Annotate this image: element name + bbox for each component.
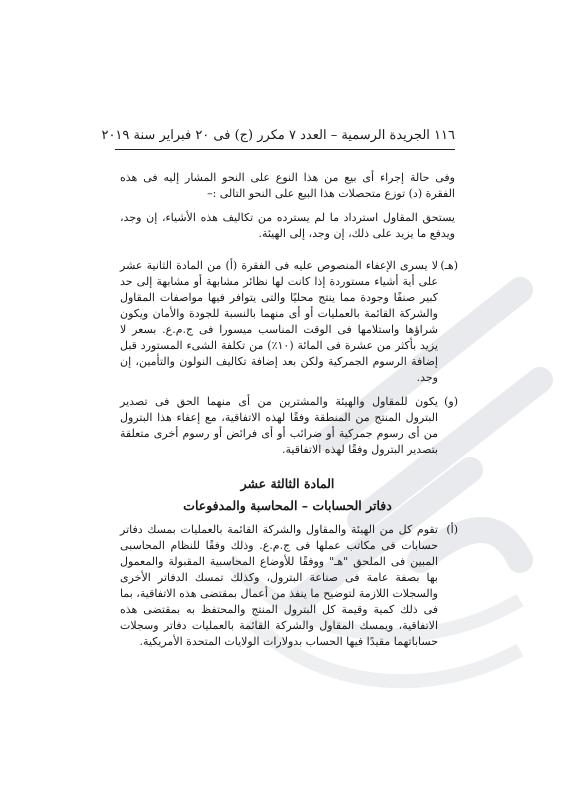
item-paragraph-waw: يكون للمقاول والهيئة والمشترين من أى منهما الحق فى تصدير البترول المنتج من المنطقة وفقًا لهذه الاتفاقية، مع إعفاء هذا البترول من أى رسوم جمركية أو ضرائب أو أى فرائض أو رسوم أخرى متعلقة بتصدير البترول وفقًا لهذه الاتفاقية.	[120, 395, 438, 456]
intro-paragraph: وفى حالة إجراء أى بيع من هذا النوع على النحو المشار إليه فى هذه الفقرة (د) توزع متحصلات هذا البيع على النحو التالى :–	[120, 171, 455, 200]
item-marker-waw: (و)	[444, 395, 458, 408]
page-header: ١١٦ الجريدة الرسمية – العدد ٧ مكرر (ج) فى ٢٠ فبراير سنة ٢٠١٩	[101, 128, 455, 143]
sub-paragraph: يستحق المقاول استرداد ما لم يسترده من تكاليف هذه الأشياء، إن وجد، ويدفع ما يزيد على ذلك، إن وجد، إلى الهيئة.	[120, 211, 455, 240]
item-paragraph-ha: لا يسرى الإعفاء المنصوص عليه فى الفقرة (أ) من المادة الثانية عشر على أية أشياء مستوردة إذا كانت لها نظائر مشابهة أو مشابهة إلى حد كبير صنفًا وجودة مما ينتج محليًا والتى يتوافر فيها مواصفات المقاول والشركة القائمة بالعمليات أو أى منهما بالنسبة للجودة والأمان ويكون شراؤها واستلامها فى الوقت المناسب ميسورا فى ج.م.ع. بسعر لا يزيد بأكثر من عشرة فى المائة (١٠٪) من تكلفة الشىء المستورد قبل إضافة الرسوم الجمركية ولكن بعد إضافة تكاليف النولون والتأمين، إن وجد.	[120, 259, 438, 384]
header-rule	[115, 149, 455, 150]
item-paragraph-alif: تقوم كل من الهيئة والمقاول والشركة القائمة بالعمليات بمسك دفاتر حسابات فى مكاتب عملها فى ج.م.ع. وذلك وفقًا للنظام المحاسبى المبين فى الملحق "هـ" ووفقًا للأوضاع المحاسبية المقبولة والمعمول بها بصفة عامة فى صناعة البترول، وكذلك تمسك الدفاتر الأخرى والسجلات اللازمة لتوضيح ما ينفذ من أعمال بمقتضى هذه الاتفاقية، بما فى ذلك كمية وقيمة كل البترول المنتج والمحتفظ به بمقتضى هذه الاتفاقية، ويمسك المقاول والشركة القائمة بالعمليات دفاتر وسجلات حساباتهما مقيدًا فيها الحساب بدولارات الولايات المتحدة الأمريكية.	[120, 523, 438, 648]
article-subheading: دفاتر الحسابات – المحاسبة والمدفوعات	[183, 498, 392, 513]
item-marker-alif: (أ)	[446, 523, 458, 536]
item-marker-ha: (هـ)	[440, 259, 458, 272]
article-heading: المادة الثالثة عشر	[240, 476, 335, 491]
